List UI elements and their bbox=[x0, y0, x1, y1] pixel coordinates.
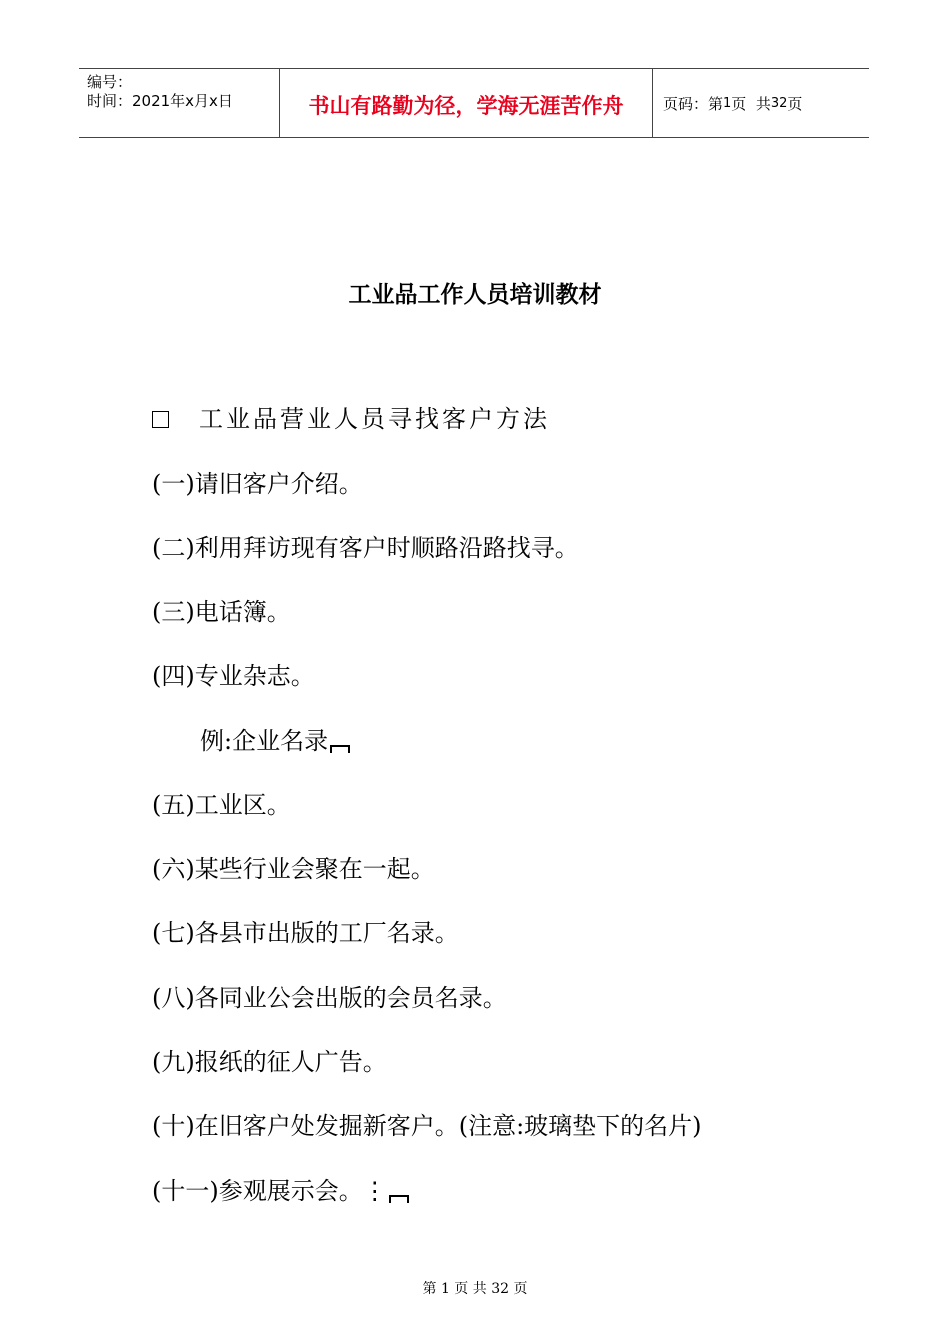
list-item: (五)工业区。 bbox=[152, 791, 291, 819]
serial-label: 编号： bbox=[87, 73, 133, 91]
list-item: (三)电话簿。 bbox=[152, 598, 291, 626]
header-page-cell bbox=[653, 69, 869, 137]
header-meta-cell bbox=[79, 69, 280, 137]
page-total: 32 bbox=[770, 95, 788, 111]
list-item-example bbox=[200, 726, 350, 756]
checkbox-icon bbox=[152, 411, 169, 428]
section-heading: 工业品营业人员寻找客户方法 bbox=[199, 405, 550, 433]
list-item: (二)利用拜访现有客户时顺路沿路找寻。 bbox=[152, 534, 579, 562]
time-label: 时间：2021年x月x日 bbox=[87, 92, 233, 110]
page-prefix: 页码：第 bbox=[663, 94, 724, 113]
bracket-mark-icon bbox=[389, 1195, 409, 1203]
list-item: (八)各同业公会出版的会员名录。 bbox=[152, 984, 507, 1012]
page-current: 1 bbox=[723, 95, 732, 111]
section-heading-line bbox=[152, 404, 550, 434]
list-item: (九)报纸的征人广告。 bbox=[152, 1048, 387, 1076]
list-item-last bbox=[152, 1176, 409, 1206]
motto: 书山有路勤为径，学海无涯苦作舟 bbox=[280, 69, 653, 137]
list-item: (一)请旧客户介绍。 bbox=[152, 470, 363, 498]
page-header bbox=[79, 68, 869, 138]
list-item: (七)各县市出版的工厂名录。 bbox=[152, 919, 459, 947]
list-item: (六)某些行业会聚在一起。 bbox=[152, 855, 435, 883]
page-suffix: 页 bbox=[787, 94, 803, 113]
bracket-mark-icon bbox=[330, 745, 350, 753]
example-text: 例:企业名录 bbox=[200, 727, 329, 755]
last-item-text: (十一)参观展示会。⋮ bbox=[152, 1177, 387, 1205]
list-item: (十)在旧客户处发掘新客户。(注意:玻璃垫下的名片) bbox=[152, 1112, 702, 1140]
page-middle: 页 共 bbox=[731, 94, 771, 113]
document-title: 工业品工作人员培训教材 bbox=[348, 282, 602, 308]
page-footer: 第 1 页 共 32 页 bbox=[422, 1281, 528, 1297]
list-item: (四)专业杂志。 bbox=[152, 662, 315, 690]
